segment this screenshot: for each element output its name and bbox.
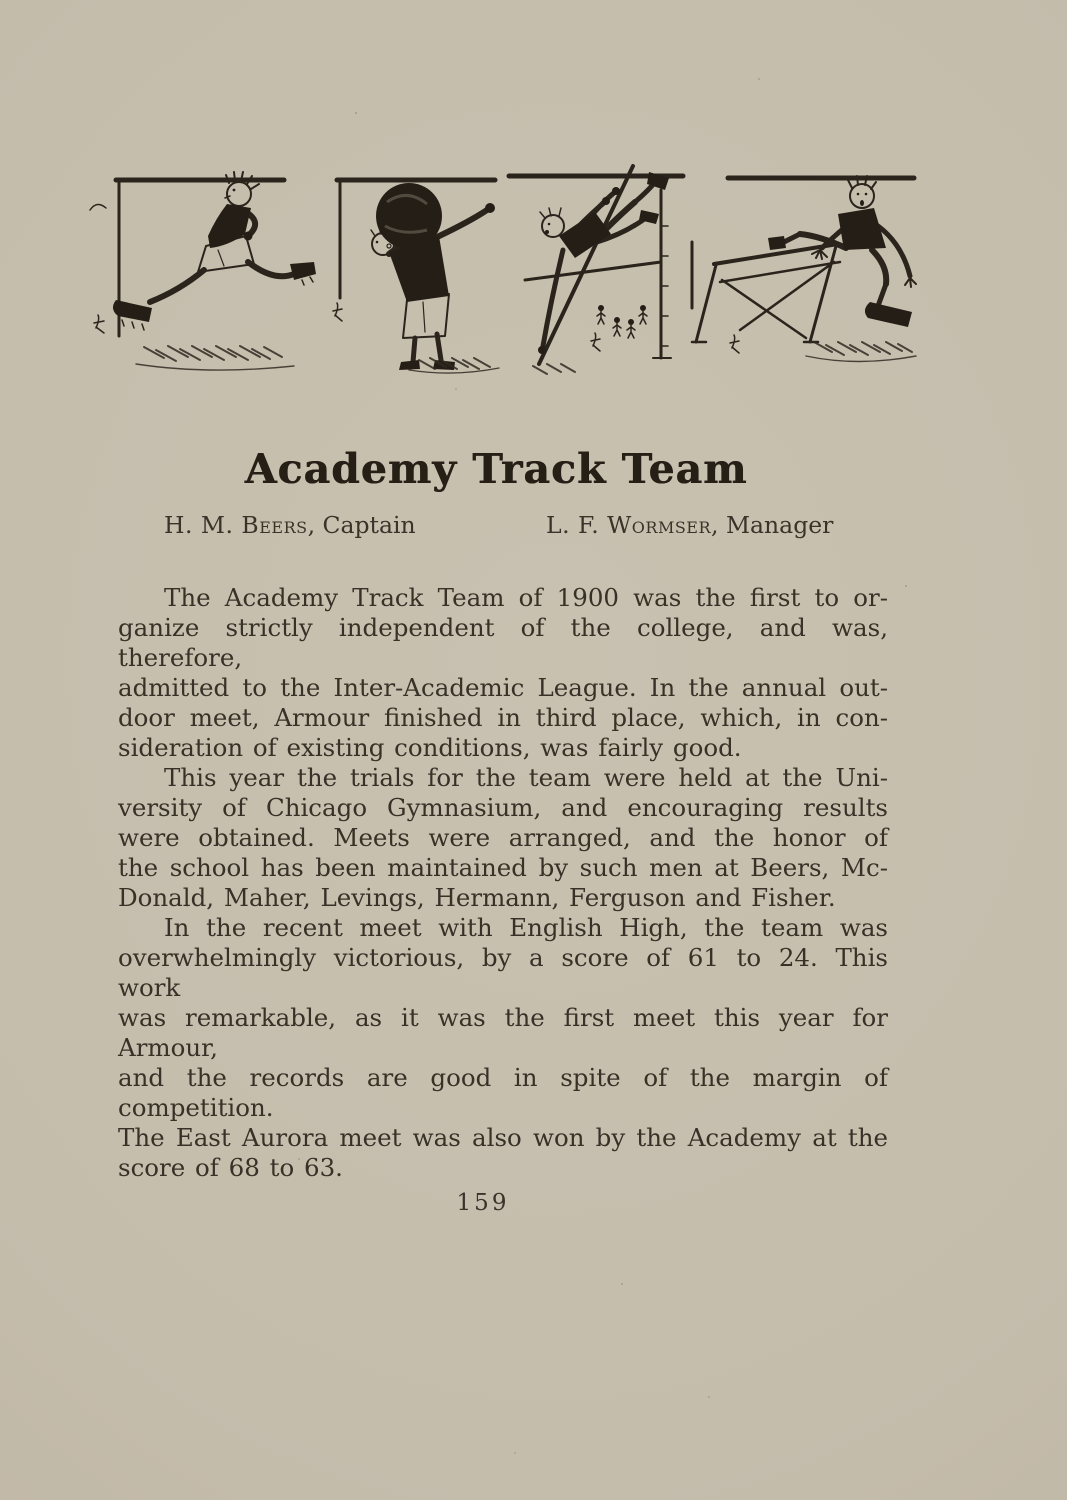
paragraph-3 [118,913,888,1183]
text-line: versity of Chicago Gymnasium, and encouraging results [118,793,888,822]
text-line: Donald, Maher, Levings, Hermann, Ferguson and Fisher. [118,883,836,912]
paragraph-2 [118,763,888,913]
manager-credit [546,511,833,539]
captain-credit [164,511,416,539]
manager-role: , Manager [711,511,834,539]
paragraph-1 [118,583,888,763]
text-line: ganize strictly independent of the college, and was, therefore, [118,613,888,672]
text-line: This year the trials for the team were held at the Uni- [164,763,888,792]
manager-name: L. F. Wormser [546,511,712,539]
shot-putter-illustration [323,150,503,375]
text-line: sideration of existing conditions, was fairly good. [118,733,742,762]
body-text [118,583,888,1183]
text-line: overwhelmingly victorious, by a score of 61 to 24. This work [118,943,888,1002]
text-line: the school has been maintained by such men at Beers, Mc- [118,853,888,882]
text-line: door meet, Armour finished in third place, which, in con- [118,703,888,732]
text-line: score of 68 to 63. [118,1153,343,1182]
page-title: Academy Track Team [244,445,748,494]
pole-vaulter-illustration [503,150,688,375]
text-line: The East Aurora meet was also won by the Academy at the [118,1123,888,1152]
artist-monogram [730,335,739,353]
text-line: admitted to the Inter-Academic League. In the annual out- [118,673,888,702]
text-line: were obtained. Meets were arranged, and the honor of [118,823,888,852]
text-line: was remarkable, as it was the first meet this year for Armour, [118,1003,888,1062]
paper-speckles [0,0,2,2]
page-number: 159 [456,1190,510,1216]
captain-name: H. M. Beers [164,511,308,539]
runner-illustration [88,150,323,375]
artist-monogram [94,315,104,333]
text-line: In the recent meet with English High, the team was [164,913,888,942]
hurdler-illustration [688,150,918,375]
track-team-artwork [88,150,918,375]
artist-monogram [333,303,342,321]
officers-row [118,511,888,547]
text-line: and the records are good in spite of the margin of competition. [118,1063,888,1122]
captain-role: , Captain [307,511,416,539]
artist-monogram [591,333,600,351]
text-line: The Academy Track Team of 1900 was the first to or- [164,583,888,612]
